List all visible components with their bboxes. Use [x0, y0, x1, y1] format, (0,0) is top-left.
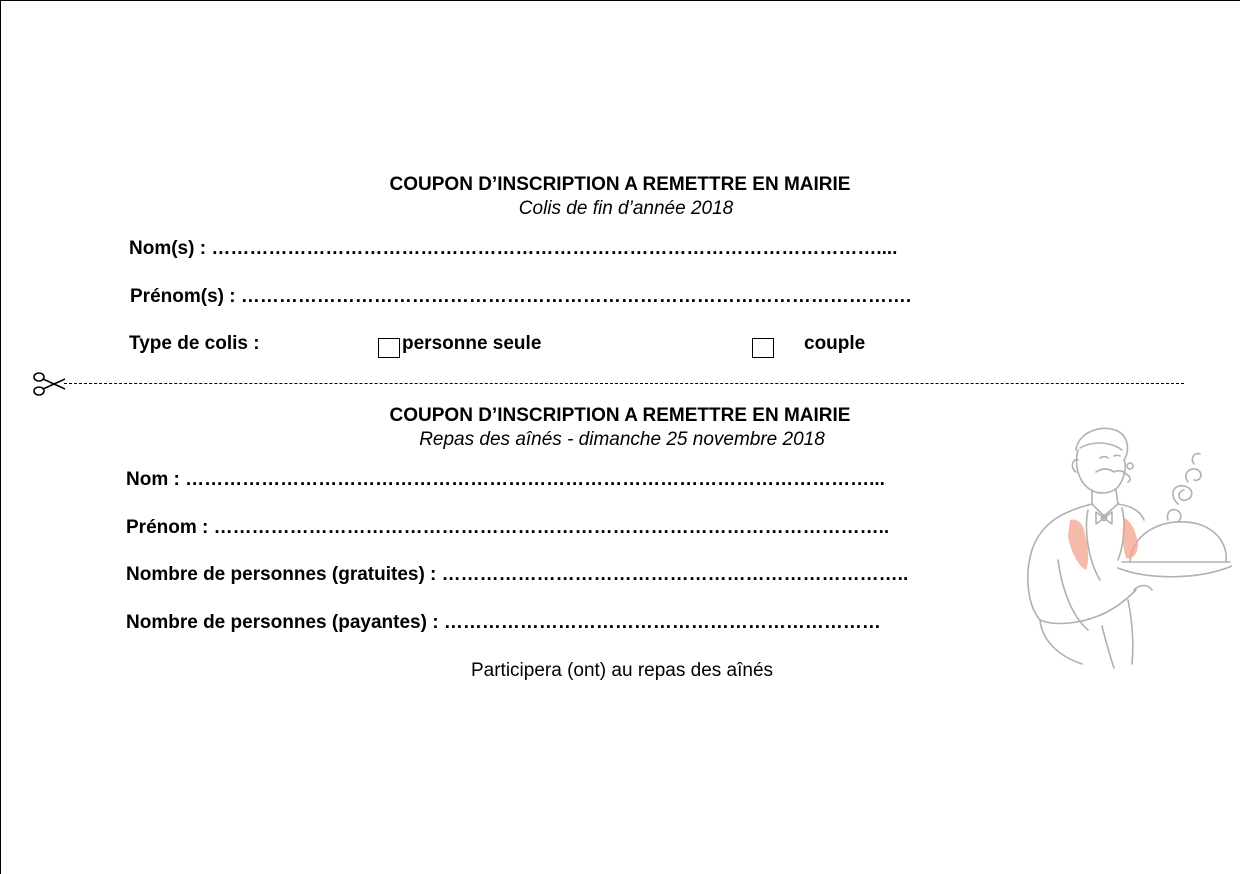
repas-gratuites-dots: ………………………………………………………………..: [441, 564, 909, 585]
repas-nom-label: Nom :: [126, 469, 180, 490]
page-border-left: [0, 0, 1, 874]
repas-gratuites-label: Nombre de personnes (gratuites) :: [126, 564, 437, 585]
repas-title: COUPON D’INSCRIPTION A REMETTRE EN MAIRIE: [389, 405, 851, 426]
scissors-icon: [32, 370, 66, 398]
repas-gratuites-field[interactable]: [126, 564, 908, 586]
option-couple-label: couple: [804, 333, 866, 354]
colis-title: COUPON D’INSCRIPTION A REMETTRE EN MAIRIE: [389, 174, 851, 195]
colis-nom-label: Nom(s) :: [129, 238, 207, 259]
colis-prenom-label: Prénom(s) :: [130, 286, 236, 307]
repas-nom-dots: ………………………………………………………………………………………………...: [185, 469, 885, 490]
colis-prenom-dots: …………………………………………………………………………………………….: [240, 286, 912, 307]
colis-type-label: Type de colis :: [129, 333, 260, 354]
repas-payantes-dots: ……………………………………………………………: [443, 612, 881, 633]
checkbox-personne-seule[interactable]: [378, 338, 400, 358]
page-border-top: [0, 0, 1240, 1]
checkbox-couple[interactable]: [752, 338, 774, 358]
colis-nom-field[interactable]: [129, 238, 897, 260]
colis-subtitle: Colis de fin d’année 2018: [518, 198, 734, 219]
cut-line: [64, 383, 1184, 384]
colis-nom-dots: ……………………………………………………………………………………………....: [211, 238, 898, 259]
repas-payantes-field[interactable]: [126, 612, 881, 634]
waiter-illustration: [1018, 420, 1232, 672]
repas-prenom-dots: ……………………………………………………………………………………………..: [213, 517, 890, 538]
repas-payantes-label: Nombre de personnes (payantes) :: [126, 612, 439, 633]
colis-prenom-field[interactable]: [130, 286, 911, 308]
repas-subtitle: Repas des aînés - dimanche 25 novembre 2018: [419, 429, 825, 450]
repas-prenom-field[interactable]: [126, 517, 889, 539]
option-personne-seule-label: personne seule: [402, 333, 542, 354]
repas-footer-text: Participera (ont) au repas des aînés: [470, 660, 774, 681]
repas-prenom-label: Prénom :: [126, 517, 209, 538]
repas-nom-field[interactable]: [126, 469, 885, 491]
